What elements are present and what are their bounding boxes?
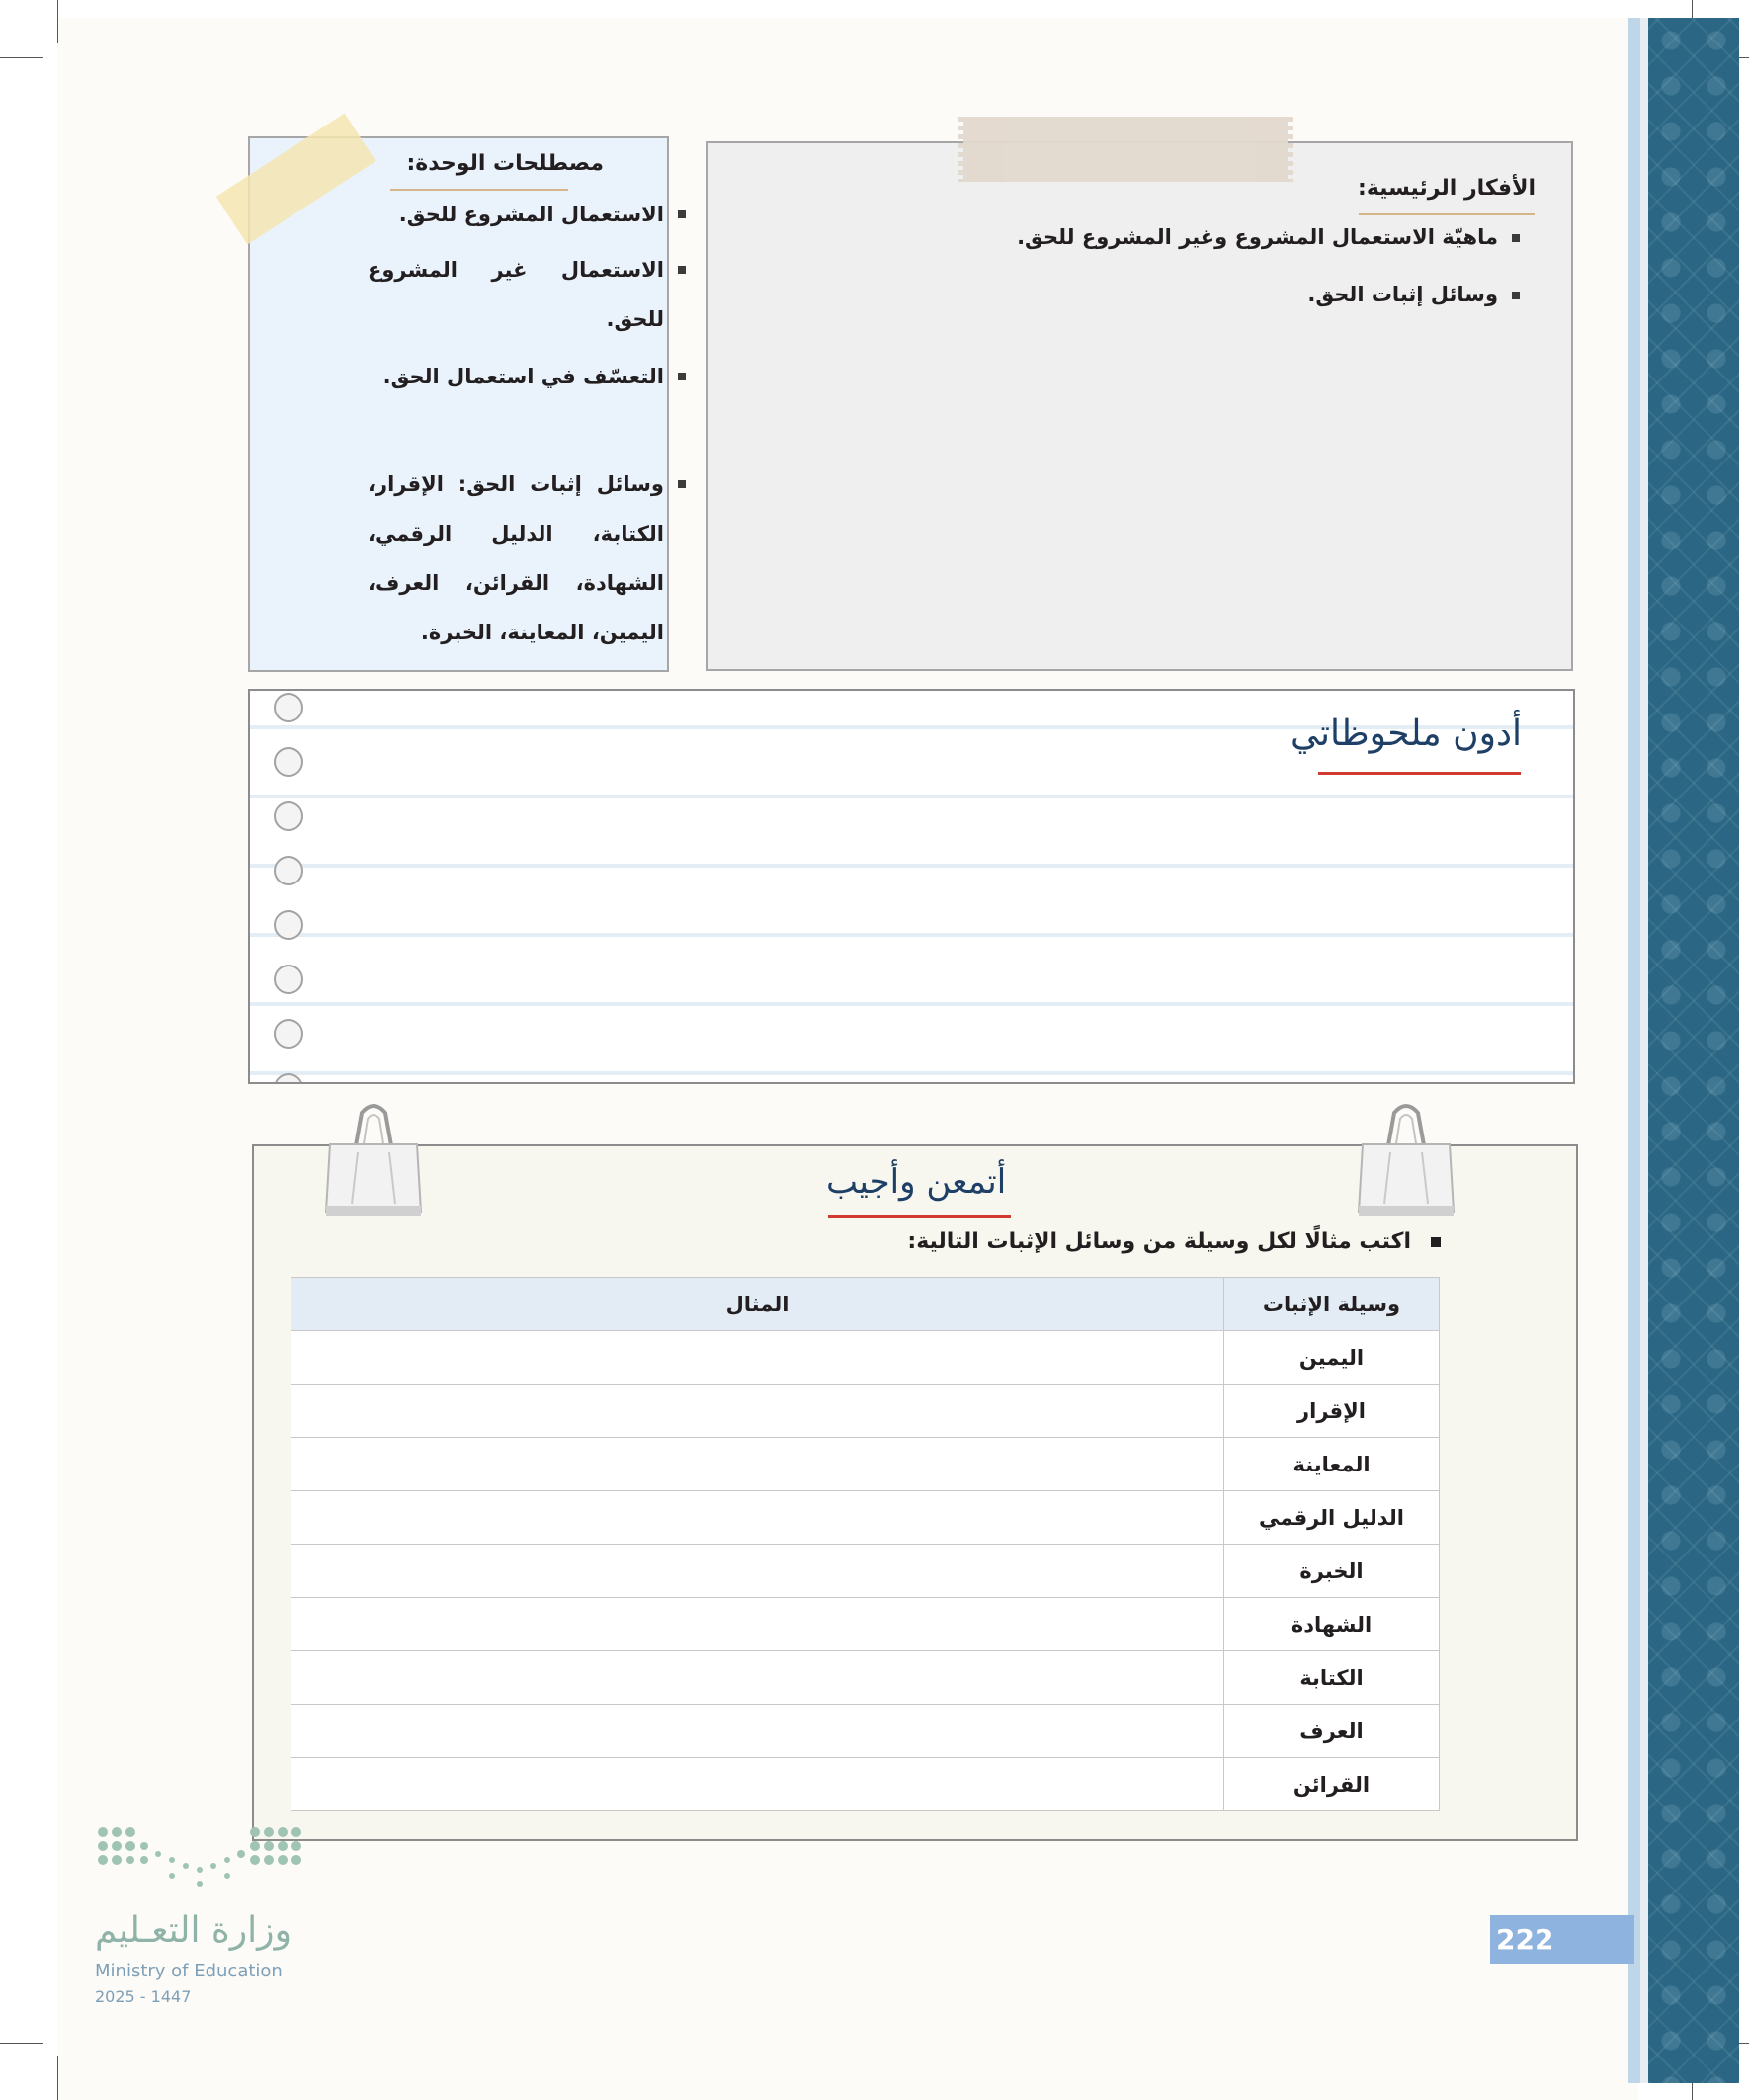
bullet-square-icon <box>1431 1237 1441 1247</box>
bullet-square-icon <box>678 480 686 488</box>
unit-term-item <box>368 352 664 401</box>
evidence-means-cell: العرف <box>1224 1705 1440 1758</box>
ministry-name-arabic: وزارة التعـليم <box>95 1910 292 1951</box>
example-answer-cell[interactable] <box>292 1491 1224 1545</box>
example-answer-cell[interactable] <box>292 1651 1224 1705</box>
main-ideas-item-text: وسائل إثبات الحق. <box>1307 283 1498 306</box>
evidence-means-cell: الخبرة <box>1224 1545 1440 1598</box>
binder-ring-icon <box>274 747 303 777</box>
table-row <box>292 1385 1440 1438</box>
table-row <box>292 1545 1440 1598</box>
notes-rule-line <box>250 1002 1573 1006</box>
unit-terms-heading: مصطلحات الوحدة: <box>406 151 604 176</box>
binder-clip-icon <box>322 1095 425 1223</box>
unit-term-item <box>368 460 664 657</box>
example-answer-cell[interactable] <box>292 1438 1224 1491</box>
table-row <box>292 1651 1440 1705</box>
table-row <box>292 1491 1440 1545</box>
binder-ring-icon <box>274 965 303 994</box>
evidence-means-cell: اليمين <box>1224 1331 1440 1385</box>
evidence-means-cell: الكتابة <box>1224 1651 1440 1705</box>
main-ideas-heading: الأفكار الرئيسية: <box>1358 176 1536 201</box>
crop-mark <box>0 57 43 58</box>
example-answer-cell[interactable] <box>292 1705 1224 1758</box>
example-answer-cell[interactable] <box>292 1385 1224 1438</box>
main-ideas-heading-underline <box>1359 213 1535 215</box>
column-header-evidence-means: وسيلة الإثبات <box>1224 1278 1440 1331</box>
binder-ring-icon <box>274 1019 303 1049</box>
notes-rule-line <box>250 864 1573 868</box>
binder-ring-icon <box>274 910 303 940</box>
crop-mark <box>57 2056 58 2100</box>
binder-ring-icon <box>274 856 303 885</box>
bullet-square-icon <box>1512 292 1520 299</box>
evidence-means-cell: الشهادة <box>1224 1598 1440 1651</box>
crop-mark <box>57 0 58 43</box>
example-answer-cell[interactable] <box>292 1331 1224 1385</box>
tape-decoration <box>963 117 1288 182</box>
notes-rule-line <box>250 933 1573 937</box>
page-number: 222 <box>1490 1915 1634 1964</box>
main-ideas-item-text: ماهيّة الاستعمال المشروع وغير المشروع للحق. <box>1017 225 1498 249</box>
evidence-means-cell: المعاينة <box>1224 1438 1440 1491</box>
table-header-row <box>292 1278 1440 1331</box>
bullet-square-icon <box>678 373 686 380</box>
unit-term-text: الاستعمال غير المشروع للحق. <box>368 258 664 331</box>
reflect-title: أتمعن وأجيب <box>826 1162 1007 1202</box>
unit-term-text: الاستعمال المشروع للحق. <box>398 203 664 226</box>
side-band-pale-stripe <box>1640 18 1648 2083</box>
exercise-instruction <box>907 1229 1441 1254</box>
unit-term-item <box>368 245 664 344</box>
example-answer-cell[interactable] <box>292 1545 1224 1598</box>
bullet-square-icon <box>678 210 686 218</box>
unit-term-item <box>368 190 664 239</box>
binder-ring-icon <box>274 801 303 831</box>
ministry-logo-icon <box>95 1824 312 1893</box>
evidence-means-cell: القرائن <box>1224 1758 1440 1811</box>
table-row <box>292 1331 1440 1385</box>
crop-mark <box>0 2043 43 2044</box>
notes-rule-line <box>250 795 1573 798</box>
binder-clip-icon <box>1355 1095 1458 1223</box>
unit-term-text: التعسّف في استعمال الحق. <box>382 365 664 388</box>
table-row <box>292 1758 1440 1811</box>
evidence-examples-table <box>291 1277 1440 1811</box>
example-answer-cell[interactable] <box>292 1598 1224 1651</box>
main-ideas-box <box>706 141 1573 671</box>
bullet-square-icon <box>1512 234 1520 242</box>
table-row <box>292 1598 1440 1651</box>
bullet-square-icon <box>678 266 686 274</box>
table-row <box>292 1438 1440 1491</box>
reflect-title-underline <box>828 1215 1011 1218</box>
notes-rule-line <box>250 1071 1573 1075</box>
evidence-means-cell: الإقرار <box>1224 1385 1440 1438</box>
table-row <box>292 1705 1440 1758</box>
unit-term-text: وسائل إثبات الحق: الإقرار، الكتابة، الدليل الرقمي، الشهادة، القرائن، العرف، اليمين، المعاينة، الخبرة. <box>368 472 664 644</box>
main-ideas-item <box>1307 283 1520 306</box>
example-answer-cell[interactable] <box>292 1758 1224 1811</box>
notes-title-underline <box>1318 772 1521 775</box>
side-decorative-band <box>1648 18 1739 2083</box>
evidence-means-cell: الدليل الرقمي <box>1224 1491 1440 1545</box>
main-ideas-item <box>1017 225 1520 249</box>
ministry-name-english: Ministry of Education <box>95 1961 283 1981</box>
exercise-instruction-text: اكتب مثالًا لكل وسيلة من وسائل الإثبات التالية: <box>907 1229 1411 1254</box>
column-header-example: المثال <box>292 1278 1224 1331</box>
binder-ring-icon <box>274 693 303 722</box>
side-band-light-stripe <box>1628 18 1640 2083</box>
edition-year: 2025 - 1447 <box>95 1987 192 2006</box>
notes-title: أدون ملحوظاتي <box>1291 714 1522 754</box>
